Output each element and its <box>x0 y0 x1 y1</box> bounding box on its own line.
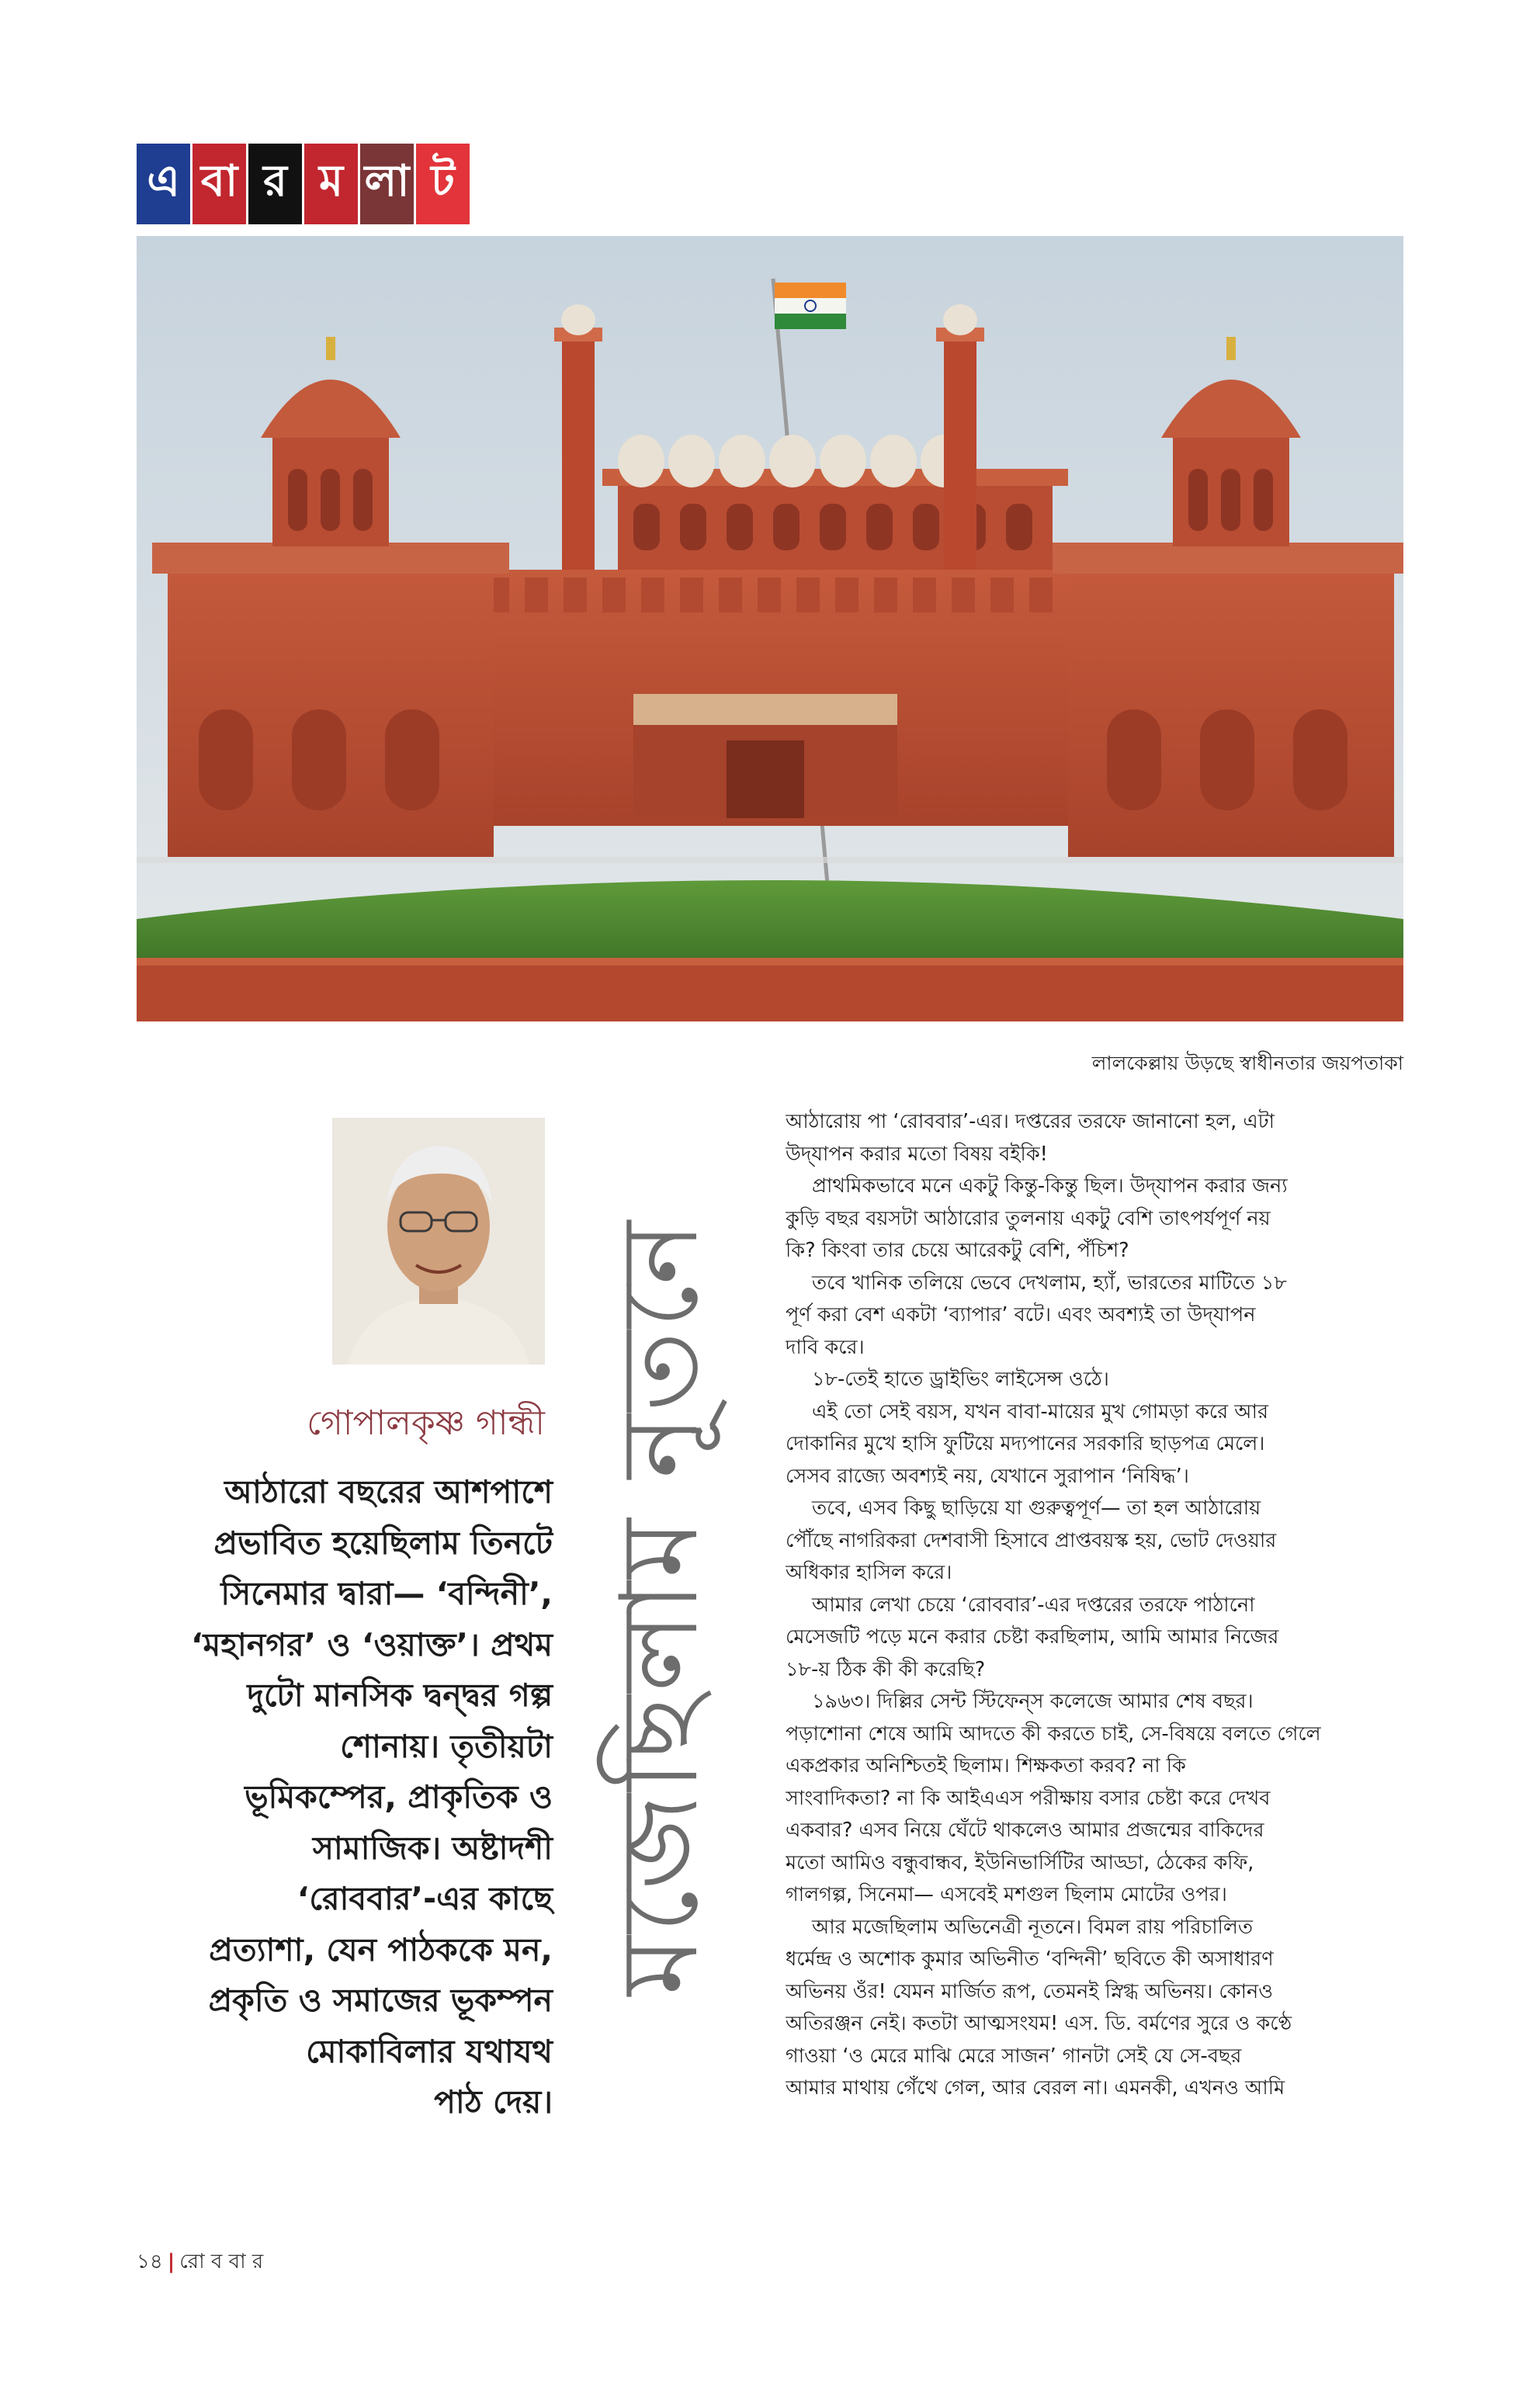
pull-quote-line: ‘মহানগর’ ও ‘ওয়াক্ত’। প্রথম <box>190 1625 553 1663</box>
body-line: মেসেজটি পড়ে মনে করার চেষ্টা করছিলাম, আমি আমার নিজের <box>786 1625 1279 1649</box>
pull-quote-line: শোনায়। তৃতীয়টা <box>340 1727 553 1765</box>
body-line: উদ্‌যাপন করার মতো বিষয় বইকি! <box>786 1142 1048 1166</box>
pull-quote-line: দুটো মানসিক দ্বন্দ্বর গল্প <box>247 1677 553 1714</box>
body-line: ১৮-তেই হাতে ড্রাইভিং লাইসেন্স ওঠে। <box>812 1368 1109 1391</box>
hero-photo <box>137 236 1403 1021</box>
body-line: দোকানির মুখে হাসি ফুটিয়ে মদ্যপানের সরকারি ছাড়পত্র মেলে। <box>786 1432 1265 1455</box>
body-line: এই তো সেই বয়স, যখন বাবা-মায়ের মুখ গোমড়া করে আর <box>812 1399 1268 1424</box>
photo-caption: লালকেল্লায় উড়ছে স্বাধীনতার জয়পতাকা <box>1091 1052 1403 1074</box>
banner-letter: এ <box>137 144 190 224</box>
body-line: আর মজেছিলাম অভিনেত্রী নূতনে। বিমল রায় পরিচালিত <box>812 1915 1254 1939</box>
body-line: তবে, এসব কিছু ছাড়িয়ে যা গুরুত্বপূর্ণ— তা হল আঠারোয় <box>812 1496 1261 1520</box>
section-banner <box>137 144 472 224</box>
pull-quote-line: ‘রোববার’-এর কাছে <box>297 1880 553 1917</box>
pull-quote-line: প্রভাবিত হয়েছিলাম তিনটে <box>213 1524 553 1562</box>
pull-quote-line: ভূমিকম্পের, প্রাকৃতিক ও <box>245 1778 553 1816</box>
body-line: অতিরঞ্জন নেই। কতটা আত্মসংযম! এস. ডি. বর্মণের সুরে ও কণ্ঠে <box>786 2012 1292 2035</box>
body-line: একবার? এসব নিয়ে ঘেঁটে থাকলেও আমার প্রজন্মের বাকিদের <box>786 1819 1264 1842</box>
page-number: ১৪ <box>137 2250 163 2273</box>
body-line: ১৯৬৩। দিল্লির সেন্ট স্টিফেন্‌স কলেজে আমার শেষ বছর। <box>812 1690 1254 1713</box>
body-line: তবে খানিক তলিয়ে ভেবে দেখলাম, হ্যাঁ, ভারতের মাটিতে ১৮ <box>812 1271 1287 1295</box>
article-body <box>786 1106 1403 2105</box>
pull-quote-line: পাঠ দেয়। <box>434 2083 553 2121</box>
banner-letter: র <box>248 144 302 224</box>
author-name: গোপালকৃষ্ণ গান্ধী <box>307 1403 545 1443</box>
pull-quote-line: মোকাবিলার যথাযথ <box>306 2032 553 2070</box>
flag-icon <box>775 283 846 329</box>
body-line: কি? কিংবা তার চেয়ে আরেকটু বেশি, পঁচিশ? <box>786 1239 1129 1262</box>
body-line: কুড়ি বছর বয়সটা আঠারোর তুলনায় একটু বেশি তাৎপর্যপূর্ণ নয় <box>786 1206 1271 1230</box>
banner-letter: ট <box>416 144 470 224</box>
pull-quote <box>137 1467 553 2128</box>
magazine-name: রো ব বা র <box>179 2250 264 2273</box>
banner-letter: লা <box>360 144 414 224</box>
article-title: মজেছিলাম নূতনে <box>597 1218 722 1996</box>
body-line: ১৮-য় ঠিক কী কী করেছি? <box>786 1657 986 1681</box>
body-line: অধিকার হাসিল করে। <box>786 1561 952 1584</box>
body-line: একপ্রকার অনিশ্চিতই ছিলাম। শিক্ষকতা করব? না কি <box>786 1754 1186 1777</box>
body-line: গাওয়া ‘ও মেরে মাঝি মেরে সাজন’ গানটা সেই যে সে-বছর <box>786 2044 1242 2068</box>
article-title-wrapper <box>598 1102 722 2111</box>
pull-quote-line: সিনেমার দ্বারা— ‘বন্দিনী’, <box>220 1575 553 1612</box>
banner-letter: বা <box>192 144 246 224</box>
body-line: আমার মাথায় গেঁথে গেল, আর বেরল না। এমনকী, এখনও আমি <box>786 2076 1285 2100</box>
body-line: পড়াশোনা শেষে আমি আদতে কী করতে চাই, সে-বিষয়ে বলতে গেলে <box>786 1722 1321 1746</box>
pull-quote-line: প্রকৃতি ও সমাজের ভূকম্পন <box>208 1982 553 2019</box>
page-footer <box>137 2246 263 2280</box>
author-portrait <box>332 1118 545 1365</box>
body-line: প্রাথমিকভাবে মনে একটু কিন্তু-কিন্তু ছিল। উদ্‌যাপন করার জন্য <box>812 1174 1288 1198</box>
body-line: মতো আমিও বন্ধুবান্ধব, ইউনিভার্সিটির আড্ডা, ঠেকের কফি, <box>786 1850 1254 1875</box>
body-line: দাবি করে। <box>786 1335 865 1359</box>
body-line: অভিনয় ওঁর! যেমন মার্জিত রূপ, তেমনই স্নিগ্ধ অভিনয়। কোনও <box>786 1979 1273 2003</box>
body-line: পূর্ণ করা বেশ একটা ‘ব্যাপার’ বটে। এবং অবশ্যই তা উদ্‌যাপন <box>786 1303 1256 1327</box>
banner-letter: ম <box>304 144 358 224</box>
pull-quote-line: প্রত্যাশা, যেন পাঠককে মন, <box>209 1930 553 1968</box>
body-line: সেসব রাজ্যে অবশ্যই নয়, যেখানে সুরাপান ‘নিষিদ্ধ’। <box>786 1464 1189 1488</box>
body-line: ধর্মেন্দ্র ও অশোক কুমার অভিনীত ‘বন্দিনী’ ছবিতে কী অসাধারণ <box>786 1947 1274 1971</box>
body-line: সাংবাদিকতা? না কি আইএএস পরীক্ষায় বসার চেষ্টা করে দেখব <box>786 1786 1271 1810</box>
body-line: আমার লেখা চেয়ে ‘রোববার’-এর দপ্তরের তরফে পাঠানো <box>812 1593 1255 1617</box>
footer-separator: | <box>167 2250 175 2273</box>
body-line: পৌঁছে নাগরিকরা দেশবাসী হিসাবে প্রাপ্তবয়স্ক হয়, ভোট দেওয়ার <box>786 1528 1277 1552</box>
pull-quote-line: আঠারো বছরের আশপাশে <box>224 1473 553 1510</box>
pull-quote-line: সামাজিক। অষ্টাদশী <box>312 1829 553 1867</box>
body-line: আঠারোয় পা ‘রোববার’-এর। দপ্তরের তরফে জানানো হল, এটা <box>786 1110 1275 1133</box>
body-line: গালগল্প, সিনেমা— এসবেই মশগুল ছিলাম মোটের ওপর। <box>786 1883 1227 1906</box>
